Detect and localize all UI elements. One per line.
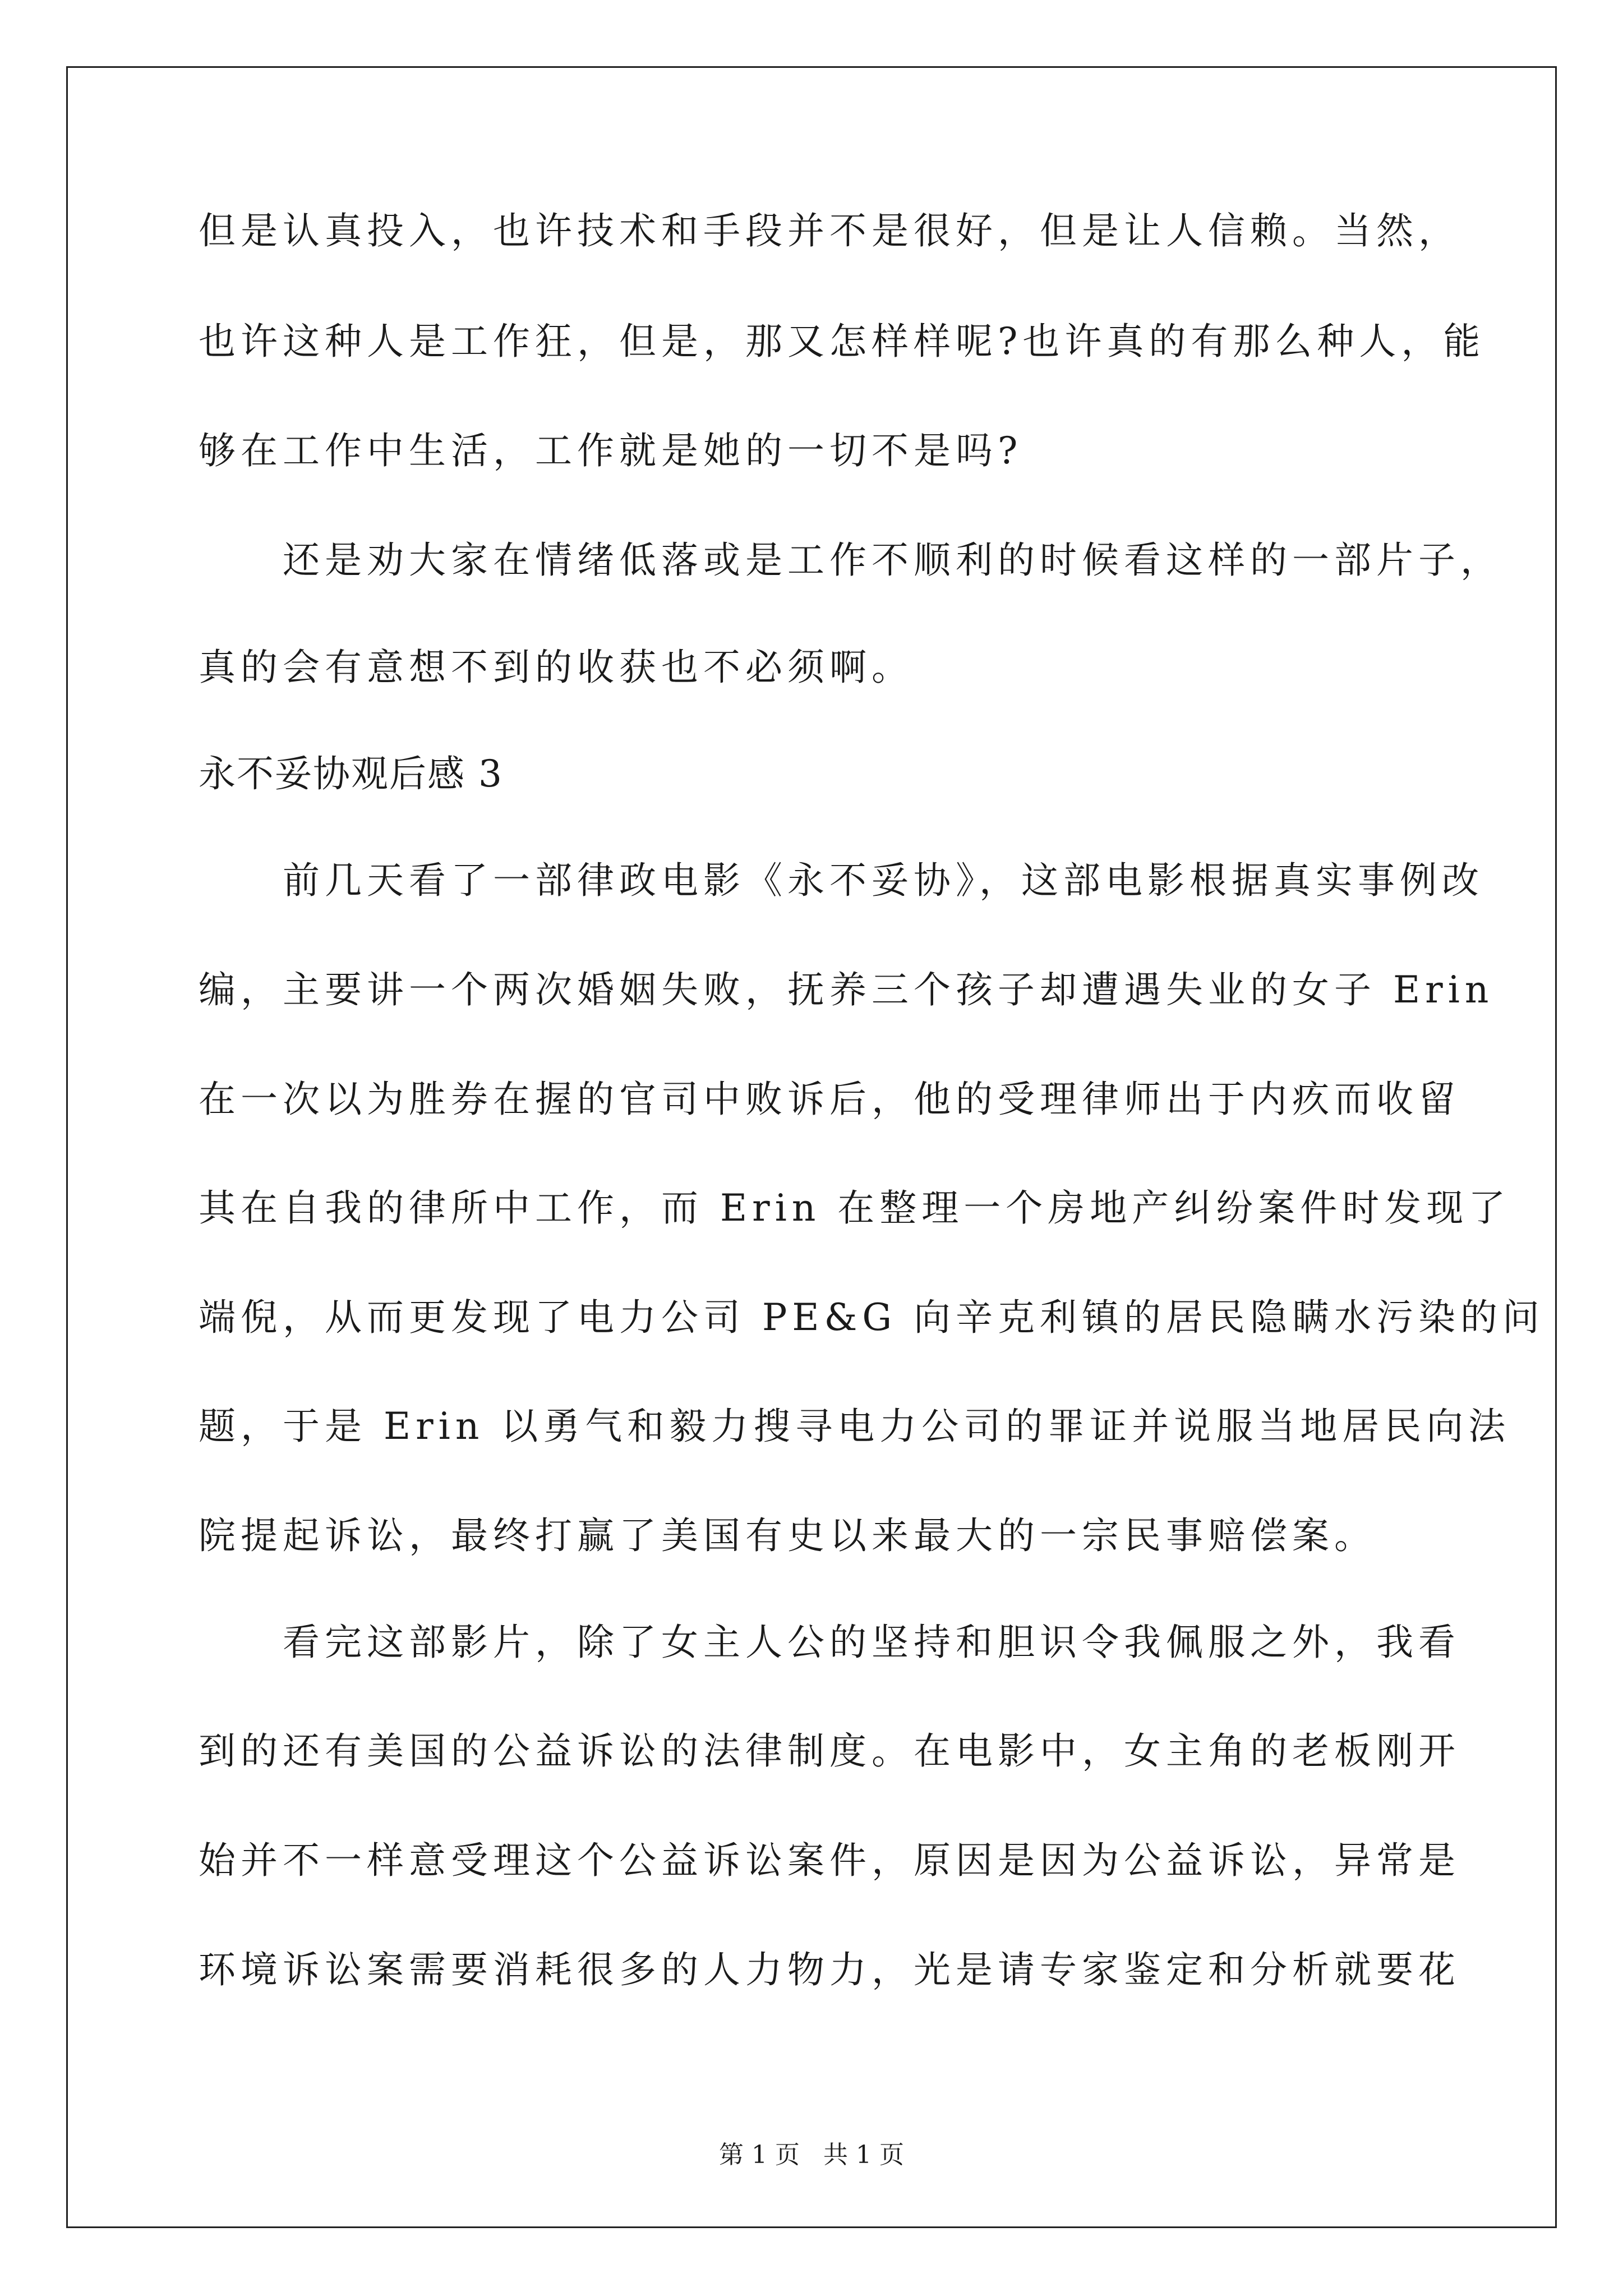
text-line: 始并不一样意受理这个公益诉讼案件，原因是因为公益诉讼，异常是 <box>199 1839 1460 1882</box>
page-total: 共 1 页 <box>823 2141 904 2169</box>
text-line: 够在工作中生活，工作就是她的一切不是吗? <box>199 429 1023 472</box>
page-number: 第 1 页 <box>719 2141 800 2169</box>
text-line: 编，主要讲一个两次婚姻失败，抚养三个孩子却遭遇失业的女子 Erin <box>199 968 1494 1011</box>
text-line: 其在自我的律所中工作，而 Erin 在整理一个房地产纠纷案件时发现了 <box>199 1186 1511 1230</box>
text-line: 也许这种人是工作狂，但是，那又怎样样呢?也许真的有那么种人，能 <box>199 320 1486 363</box>
text-line: 到的还有美国的公益诉讼的法律制度。在电影中，女主角的老板刚开 <box>199 1729 1460 1773</box>
text-line: 还是劝大家在情绪低落或是工作不顺利的时候看这样的一部片子， <box>199 539 1502 582</box>
page-border <box>66 66 1557 2228</box>
text-line: 但是认真投入，也许技术和手段并不是很好，但是让人信赖。当然， <box>199 209 1460 252</box>
text-line: 在一次以为胜券在握的官司中败诉后，他的受理律师出于内疚而收留 <box>199 1078 1460 1121</box>
text-line: 端倪，从而更发现了电力公司 PE&G 向辛克利镇的居民隐瞒水污染的问 <box>199 1296 1545 1339</box>
text-line: 真的会有意想不到的收获也不必须啊。 <box>199 646 914 689</box>
text-line: 院提起诉讼，最终打赢了美国有史以来最大的一宗民事赔偿案。 <box>199 1514 1376 1557</box>
text-line: 看完这部影片，除了女主人公的坚持和胆识令我佩服之外，我看 <box>199 1621 1460 1664</box>
text-line: 题，于是 Erin 以勇气和毅力搜寻电力公司的罪证并说服当地居民向法 <box>199 1405 1511 1448</box>
text-line: 前几天看了一部律政电影《永不妥协》，这部电影根据真实事例改 <box>199 859 1484 902</box>
text-line: 环境诉讼案需要消耗很多的人力物力，光是请专家鉴定和分析就要花 <box>199 1948 1460 1991</box>
section-heading: 永不妥协观后感 3 <box>199 752 503 795</box>
page-footer <box>0 2139 1623 2171</box>
